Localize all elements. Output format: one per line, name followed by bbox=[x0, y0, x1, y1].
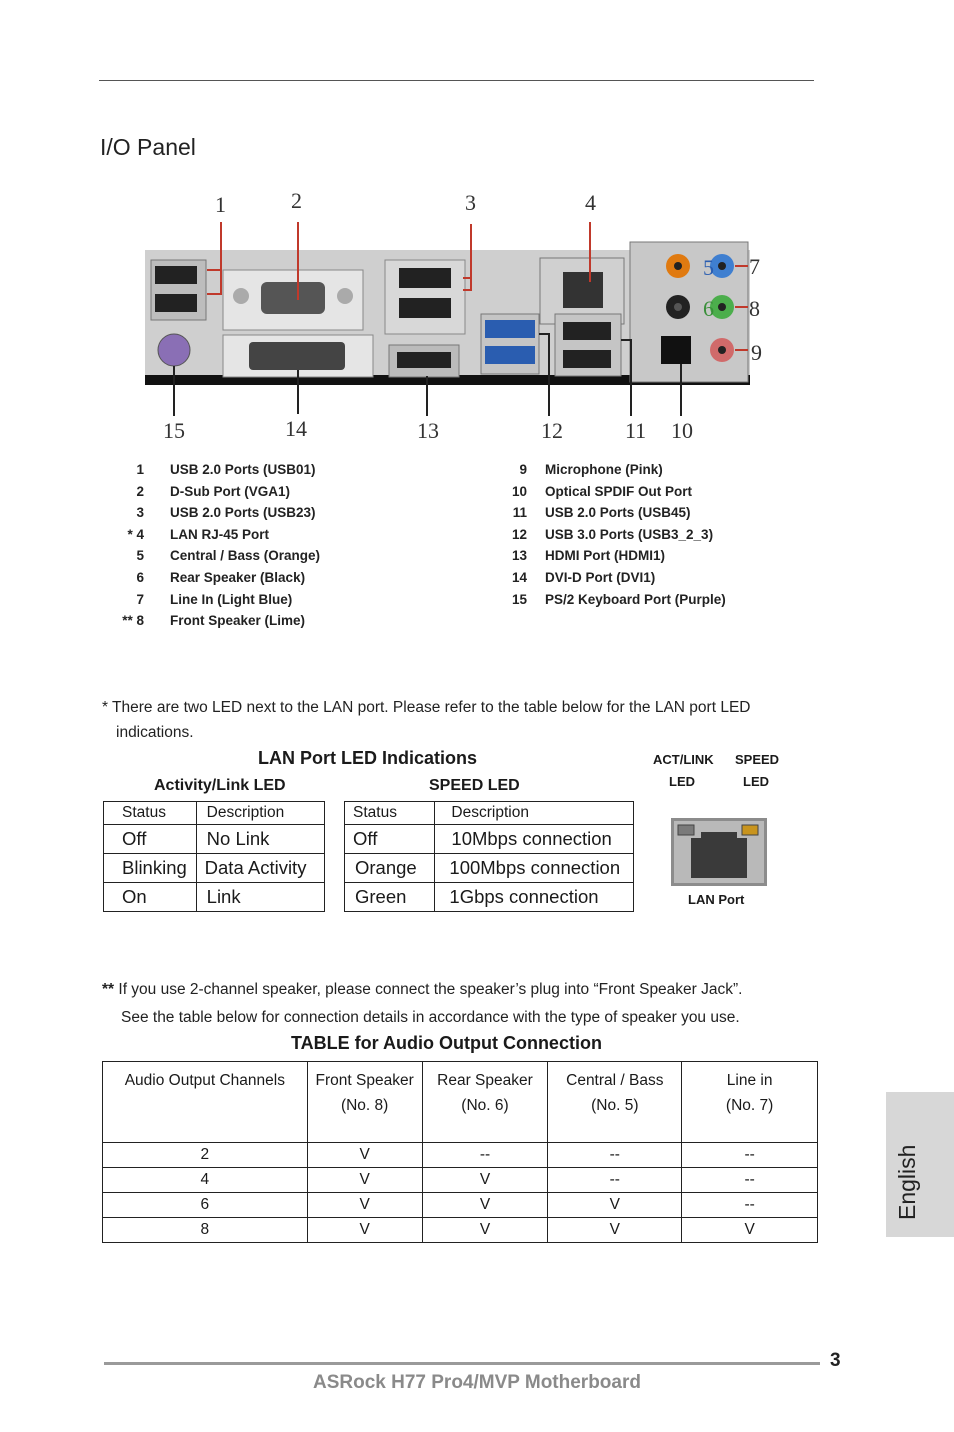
port-number: 14 bbox=[511, 570, 527, 585]
table-cell: V bbox=[307, 1168, 422, 1193]
header-subtext: (No. 8) bbox=[340, 1097, 389, 1114]
bottom-rule bbox=[104, 1362, 820, 1365]
port-name: Front Speaker (Lime) bbox=[170, 613, 306, 629]
table-cell: -- bbox=[682, 1143, 818, 1168]
header-text: Audio Output Channels bbox=[124, 1072, 285, 1089]
lan-port-caption: LAN Port bbox=[688, 892, 745, 907]
speaker-note-text: If you use 2-channel speaker, please connect the speaker’s plug into “Front Speaker Jack”. bbox=[114, 981, 743, 998]
port-number: * 4 bbox=[127, 526, 144, 542]
table-cell: -- bbox=[548, 1168, 682, 1193]
col-description: Description bbox=[196, 802, 324, 825]
table-row bbox=[345, 802, 634, 825]
description-cell: 10Mbps connection bbox=[435, 825, 634, 854]
port-name: USB 2.0 Ports (USB01) bbox=[170, 462, 316, 477]
language-tab bbox=[886, 1092, 954, 1237]
speaker-note-line2: See the table below for connection details in accordance with the type of speaker you use. bbox=[121, 1009, 740, 1026]
table-cell: 8 bbox=[103, 1218, 308, 1243]
callout-13: 13 bbox=[417, 418, 439, 440]
table-row bbox=[104, 854, 325, 883]
header-text: Central / Bass bbox=[566, 1072, 664, 1089]
port-number: 2 bbox=[136, 483, 144, 499]
led-note-line2: indications. bbox=[116, 724, 194, 741]
led-heading: LAN Port LED Indications bbox=[258, 748, 478, 768]
speed-label-line2: LED bbox=[743, 774, 769, 789]
table-row bbox=[104, 802, 325, 825]
callout-11: 11 bbox=[625, 418, 647, 440]
led-note-line1: * There are two LED next to the LAN port. Please refer to the table below for the LAN port LED bbox=[102, 699, 751, 716]
table-row bbox=[103, 1193, 818, 1218]
description-cell: 100Mbps connection bbox=[435, 854, 634, 883]
table-cell: 2 bbox=[103, 1143, 308, 1168]
header-subtext: (No. 6) bbox=[461, 1097, 509, 1114]
table-row bbox=[345, 825, 634, 854]
description-cell: 1Gbps connection bbox=[435, 883, 634, 912]
col-status: Status bbox=[104, 802, 197, 825]
callout-9: 9 bbox=[751, 340, 762, 365]
status-cell: On bbox=[104, 883, 197, 912]
port-name: D-Sub Port (VGA1) bbox=[170, 483, 290, 499]
port-name: USB 2.0 Ports (USB23) bbox=[170, 505, 316, 521]
table-cell: V bbox=[422, 1218, 548, 1243]
table-row bbox=[103, 1143, 818, 1168]
page-footer: ASRock H77 Pro4/MVP Motherboard bbox=[312, 1372, 641, 1393]
top-rule bbox=[99, 80, 814, 81]
callout-10: 10 bbox=[671, 418, 693, 440]
table-row bbox=[104, 825, 325, 854]
status-cell: Blinking bbox=[104, 854, 197, 883]
header-text: Line in bbox=[726, 1072, 773, 1089]
header-subtext: (No. 7) bbox=[725, 1097, 774, 1114]
table-cell: V bbox=[682, 1218, 818, 1243]
callout-14: 14 bbox=[285, 416, 307, 440]
io-panel-photo bbox=[145, 190, 765, 440]
table-cell: V bbox=[548, 1193, 682, 1218]
port-name: Rear Speaker (Black) bbox=[170, 570, 306, 585]
table-cell: -- bbox=[682, 1193, 818, 1218]
jack-label-5: 5 bbox=[703, 255, 714, 280]
table-cell: V bbox=[307, 1218, 422, 1243]
status-cell: Orange bbox=[345, 854, 435, 883]
act-link-label-line1: ACT/LINK bbox=[653, 752, 714, 767]
header-cell bbox=[548, 1062, 682, 1143]
header-cell bbox=[103, 1062, 308, 1143]
port-number: 7 bbox=[136, 591, 144, 607]
port-number: 15 bbox=[511, 591, 527, 607]
table-cell: V bbox=[548, 1218, 682, 1243]
table-cell: 4 bbox=[103, 1168, 308, 1193]
port-number: 11 bbox=[512, 505, 527, 521]
audio-output-table bbox=[102, 1061, 818, 1243]
table-row bbox=[103, 1218, 818, 1243]
status-cell: Off bbox=[104, 825, 197, 854]
port-name: Microphone (Pink) bbox=[545, 462, 663, 477]
table-cell: 6 bbox=[103, 1193, 308, 1218]
header-text: Front Speaker bbox=[315, 1072, 414, 1089]
callout-1: 1 bbox=[215, 192, 226, 217]
port-name: PS/2 Keyboard Port (Purple) bbox=[545, 591, 726, 607]
port-name: HDMI Port (HDMI1) bbox=[545, 548, 665, 564]
port-name: USB 2.0 Ports (USB45) bbox=[545, 505, 691, 521]
status-cell: Green bbox=[345, 883, 435, 912]
table-row bbox=[103, 1168, 818, 1193]
callout-2: 2 bbox=[291, 190, 302, 213]
lan-port-icon bbox=[671, 818, 767, 886]
port-name: USB 3.0 Ports (USB3_2_3) bbox=[545, 526, 714, 542]
port-number: 13 bbox=[511, 548, 527, 564]
header-cell bbox=[307, 1062, 422, 1143]
callout-12: 12 bbox=[541, 418, 563, 440]
port-number: 9 bbox=[519, 462, 527, 477]
header-subtext: (No. 5) bbox=[591, 1097, 639, 1114]
table-row bbox=[104, 883, 325, 912]
port-number: 3 bbox=[136, 505, 144, 521]
table-cell: V bbox=[422, 1168, 548, 1193]
speed-label-line1: SPEED bbox=[735, 752, 780, 767]
port-name: Optical SPDIF Out Port bbox=[545, 483, 693, 499]
description-cell: No Link bbox=[196, 825, 324, 854]
jack-label-6: 6 bbox=[703, 296, 714, 321]
col-description: Description bbox=[435, 802, 634, 825]
table-row bbox=[103, 1062, 818, 1143]
table-row bbox=[345, 854, 634, 883]
page-number: 3 bbox=[830, 1350, 841, 1371]
port-name: Central / Bass (Orange) bbox=[170, 548, 321, 564]
callout-3: 3 bbox=[465, 190, 476, 215]
table-cell: V bbox=[307, 1143, 422, 1168]
language-tab-label: English bbox=[894, 1144, 920, 1220]
callout-8: 8 bbox=[749, 296, 760, 321]
audio-table-title: TABLE for Audio Output Connection bbox=[291, 1033, 602, 1053]
speaker-note-line1 bbox=[102, 981, 742, 999]
speaker-note-mark: ** bbox=[102, 981, 115, 998]
speed-led-title: SPEED LED bbox=[429, 777, 520, 794]
col-status: Status bbox=[345, 802, 435, 825]
table-cell: V bbox=[422, 1193, 548, 1218]
table-cell: -- bbox=[682, 1168, 818, 1193]
callout-4: 4 bbox=[585, 190, 596, 215]
header-text: Rear Speaker bbox=[437, 1072, 533, 1089]
port-name: DVI-D Port (DVI1) bbox=[545, 570, 656, 585]
port-number: 12 bbox=[511, 526, 527, 542]
act-link-label-line2: LED bbox=[669, 774, 695, 789]
activity-led-title: Activity/Link LED bbox=[154, 777, 286, 794]
port-number: 1 bbox=[136, 462, 144, 477]
description-cell: Link bbox=[196, 883, 324, 912]
port-number: 5 bbox=[136, 548, 144, 564]
status-cell: Off bbox=[345, 825, 435, 854]
port-number: ** 8 bbox=[122, 613, 144, 629]
port-name: LAN RJ-45 Port bbox=[170, 526, 270, 542]
port-number: 6 bbox=[136, 570, 144, 585]
callout-7: 7 bbox=[749, 254, 760, 279]
callout-15: 15 bbox=[163, 418, 185, 440]
port-name: Line In (Light Blue) bbox=[170, 591, 293, 607]
description-cell: Data Activity bbox=[196, 854, 324, 883]
table-cell: -- bbox=[548, 1143, 682, 1168]
page-title: I/O Panel bbox=[100, 134, 196, 160]
header-cell bbox=[682, 1062, 818, 1143]
table-row bbox=[345, 883, 634, 912]
header-cell bbox=[422, 1062, 548, 1143]
activity-led-table bbox=[103, 801, 325, 912]
port-number: 10 bbox=[511, 483, 527, 499]
table-cell: V bbox=[307, 1193, 422, 1218]
table-cell: -- bbox=[422, 1143, 548, 1168]
speed-led-table bbox=[344, 801, 634, 912]
